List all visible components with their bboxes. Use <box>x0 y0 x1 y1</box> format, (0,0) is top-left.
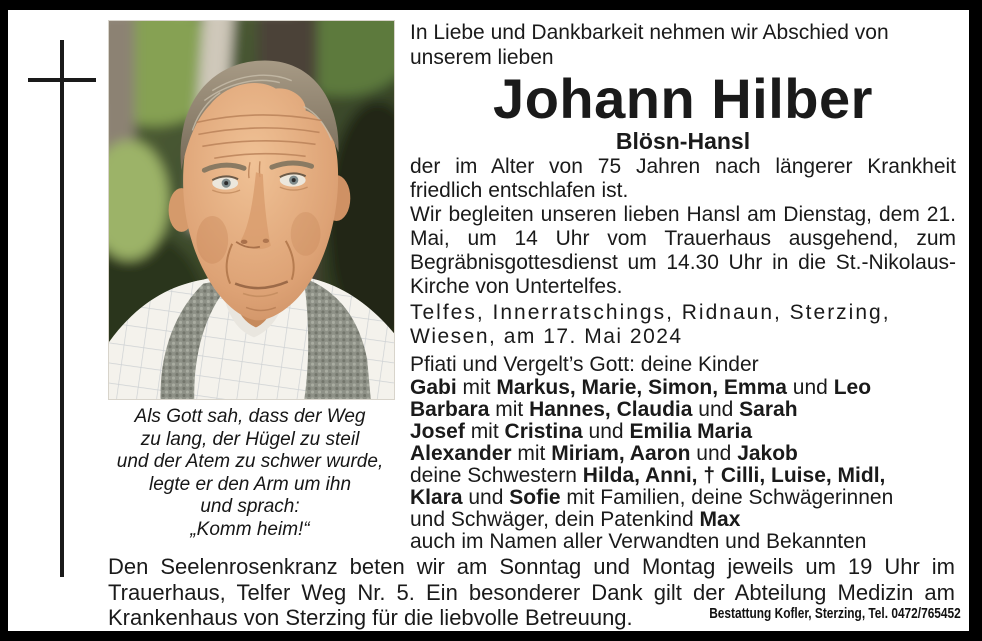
mourner-line: und Schwäger, dein Patenkind Max <box>410 508 741 531</box>
places-line: Telfes, Innerratschings, Ridnaun, Sterzing, <box>410 301 891 324</box>
mourner-line: Barbara mit Hannes, Claudia und Sarah <box>410 398 798 421</box>
mourner-line: Alexander mit Miriam, Aaron und Jakob <box>410 442 798 465</box>
death-notice-text: der im Alter von 75 Jahren nach längerer Krankheit friedlich entschlafen ist. <box>410 155 956 202</box>
portrait-photo <box>108 20 395 400</box>
intro-text: In Liebe und Dankbarkeit nehmen wir Abschied von unserem lieben <box>410 21 889 69</box>
verse-line: und sprach: <box>200 496 300 517</box>
verse-line: Als Gott sah, dass der Weg <box>134 406 366 427</box>
obituary-page <box>8 10 969 631</box>
deceased-name: Johann Hilber <box>493 67 873 130</box>
mourner-line: auch im Namen aller Verwandten und Bekannten <box>410 530 867 553</box>
deceased-nickname: Blösn-Hansl <box>615 128 751 154</box>
cross-bar <box>28 78 96 82</box>
date-line: Wiesen, am 17. Mai 2024 <box>410 325 683 348</box>
mourners-lead: Pfiati und Vergelt’s Gott: deine Kinder <box>410 353 759 376</box>
memorial-verse <box>78 406 422 541</box>
mourner-line: deine Schwestern Hilda, Anni, † Cilli, Luise, Midl, <box>410 464 886 487</box>
mourner-line: Josef mit Cristina und Emilia Maria <box>410 420 752 443</box>
verse-line: „Komm heim!“ <box>190 518 310 540</box>
verse-line: zu lang, der Hügel zu steil <box>140 428 360 450</box>
announcement-column <box>410 20 956 553</box>
rosary-notice: Den Seelenrosenkranz beten wir am Sonntag und Montag jeweils um 19 Uhr im Trauerhaus, Telfer Weg Nr. 5. Ein besonderer Dank gilt der Abteilung Medizin am Krankenhaus von Sterzing für die liebvolle Betreuung. <box>108 554 955 630</box>
places-and-date <box>410 301 956 349</box>
verse-line: und der Atem zu schwer wurde, <box>116 451 384 472</box>
funeral-details-text: Wir begleiten unseren lieben Hansl am Dienstag, dem 21. Mai, um 14 Uhr vom Trauerhaus ausgehend, zum Begräbnisgottesdienst um 14.30 Uhr in die St.-Nikolaus-Kirche von Untertelfes. <box>410 203 956 298</box>
mourners-list <box>410 377 956 553</box>
verse-line: legte er den Arm um ihn <box>148 473 352 495</box>
mourner-line: Gabi mit Markus, Marie, Simon, Emma und Leo <box>410 376 872 399</box>
mourner-line: Klara und Sofie mit Familien, deine Schwägerinnen <box>410 486 894 509</box>
portrait-illustration <box>109 21 394 399</box>
funeral-home-credit: Bestattung Kofler, Sterzing, Tel. 0472/765452 <box>709 606 961 622</box>
cross-stem <box>60 40 64 577</box>
